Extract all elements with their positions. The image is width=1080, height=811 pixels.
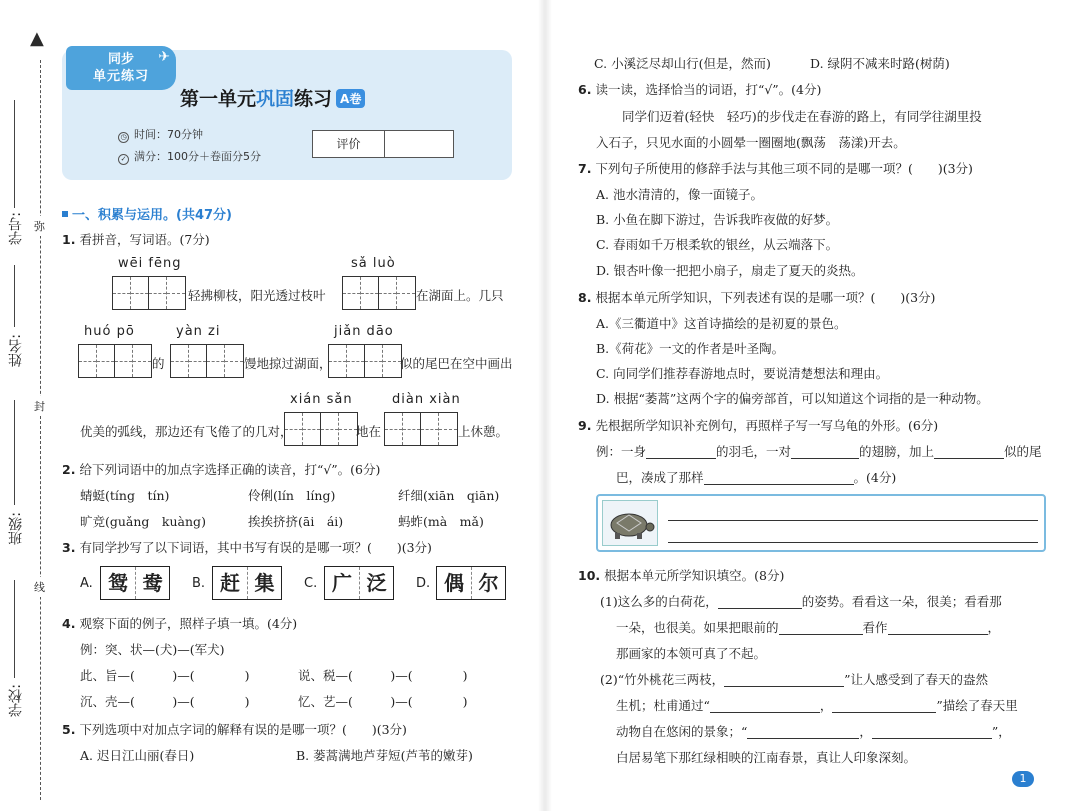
char-grid-1[interactable] — [112, 276, 186, 310]
q3-option-a-label[interactable]: A. — [80, 576, 93, 591]
q2-item[interactable]: 伶俐(lín líng) — [248, 488, 336, 503]
grade-input[interactable] — [385, 131, 453, 157]
question-10: 10. 根据本单元所学知识填空。(8分) — [578, 568, 785, 583]
pinyin-5: jiǎn dāo — [334, 324, 394, 339]
q4-row[interactable]: 忆、艺—( )—( ) — [298, 694, 468, 709]
q3-option-c[interactable]: 广 泛 — [324, 566, 394, 600]
question-9: 9. 先根据所学知识补充例句，再照样子写一写乌龟的外形。(6分) — [578, 418, 939, 433]
seal-char-2: 封 — [34, 396, 45, 416]
char-grid-6[interactable] — [284, 412, 358, 446]
q1-text-5: 似的尾巴在空中画出 — [400, 356, 513, 371]
page-number: 1 — [1012, 771, 1034, 787]
q10-line: (2)“竹外桃花三两枝， ”让人感受到了春天的盎然 — [600, 672, 989, 687]
ribbon-line-1: 同步 — [107, 52, 134, 67]
char-grid-2[interactable] — [342, 276, 416, 310]
q9-example-line-1: 例：一身 的羽毛，一对 的翅膀，加上 似的尾 — [596, 444, 1042, 459]
q3-option-b-label[interactable]: B. — [192, 576, 206, 591]
turtle-writing-box — [596, 494, 1046, 552]
question-3: 3. 有同学抄写了以下词语，其中书写有误的是哪一项？( )(3分) — [62, 540, 432, 555]
section-title: 一、积累与运用。(共47分) — [62, 204, 232, 223]
q8-option[interactable]: A.《三衢道中》这首诗描绘的是初夏的景色。 — [596, 316, 847, 331]
pinyin-7: diàn xiàn — [392, 392, 461, 407]
pinyin-2: sǎ luò — [351, 256, 396, 271]
question-8: 8. 根据本单元所学知识，下列表述有误的是哪一项？( )(3分) — [578, 290, 936, 305]
binding-margin — [0, 0, 58, 811]
seal-char-3: 线 — [34, 577, 45, 597]
question-2: 2. 给下列词语中的加点字选择正确的读音，打“√”。(6分) — [62, 462, 381, 477]
q7-option[interactable]: C. 春雨如千万根柔软的银丝，从云端落下。 — [596, 237, 839, 252]
q4-example: 例：突、状—(犬)—(军犬) — [80, 642, 225, 657]
name-line[interactable] — [14, 265, 15, 327]
version-badge: A卷 — [336, 89, 365, 108]
q7-option[interactable]: A. 池水清清的，像一面镜子。 — [596, 187, 763, 202]
turtle-icon — [603, 501, 659, 547]
q10-line: 动物自在悠闲的景象；“ ， ”， — [616, 724, 1011, 739]
q3-option-c-label[interactable]: C. — [304, 576, 318, 591]
char-grid-5[interactable] — [328, 344, 402, 378]
question-1: 1. 看拼音，写词语。(7分) — [62, 232, 210, 247]
page-title: 第一单元巩固练习 A卷 — [180, 84, 365, 111]
student-id-line[interactable] — [14, 100, 15, 208]
grade-label: 评价 — [313, 131, 385, 157]
q2-item[interactable]: 纤细(xiān qiān) — [398, 488, 500, 503]
q7-option[interactable]: B. 小鱼在脚下游过，告诉我昨夜做的好梦。 — [596, 212, 839, 227]
q10-blank[interactable] — [710, 699, 820, 713]
right-page — [572, 0, 1064, 811]
question-7: 7. 下列句子所使用的修辞手法与其他三项不同的是哪一项？( )(3分) — [578, 161, 973, 176]
q1-text-8: 上休憩。 — [458, 424, 509, 439]
q3-option-b[interactable]: 赶 集 — [212, 566, 282, 600]
q9-example-line-2: 巴，凑成了那样 。(4分) — [616, 470, 897, 485]
rocket-swoosh-icon: ✈ — [158, 49, 170, 65]
q10-blank[interactable] — [718, 595, 802, 609]
q3-option-d-label[interactable]: D. — [416, 576, 431, 591]
q8-option[interactable]: C. 向同学们推荐春游地点时，要说清楚想法和理由。 — [596, 366, 889, 381]
clock-icon: ◷ — [118, 132, 129, 143]
q9-blank[interactable] — [791, 445, 859, 459]
q10-line: 白居易笔下那红绿相映的江南春景，真让人印象深刻。 — [616, 750, 917, 765]
q3-option-d[interactable]: 偶 尔 — [436, 566, 506, 600]
q1-text-7: 地在 — [356, 424, 382, 439]
q9-blank[interactable] — [934, 445, 1004, 459]
rocket-icon: ▲ — [30, 28, 44, 49]
school-line[interactable] — [14, 580, 15, 678]
seal-dashed-line — [40, 60, 41, 800]
q9-blank[interactable] — [646, 445, 716, 459]
q5-option-a[interactable]: A. 迟日江山丽(春日) — [80, 748, 195, 763]
q10-blank[interactable] — [747, 725, 859, 739]
q6-line-1[interactable]: 同学们迈着(轻快 轻巧)的步伐走在春游的路上，有同学往湖里投 — [622, 109, 982, 124]
q1-text-2: 在湖面上。几只 — [416, 288, 504, 303]
q8-option[interactable]: D. 根据“萎蒿”这两个字的偏旁部首，可以知道这个词指的是一种动物。 — [596, 391, 989, 406]
pinyin-1: wēi fēng — [118, 256, 182, 271]
q7-option[interactable]: D. 银杏叶像一把把小扇子，扇走了夏天的炎热。 — [596, 263, 864, 278]
seal-char-1: 弥 — [34, 216, 45, 236]
pinyin-3: huó pō — [84, 324, 135, 339]
char-grid-7[interactable] — [384, 412, 458, 446]
q2-item[interactable]: 旷竞(guǎng kuàng) — [80, 514, 206, 529]
class-field: 班级: — [8, 512, 24, 545]
q10-blank[interactable] — [872, 725, 992, 739]
q3-option-a[interactable]: 鸳 鸯 — [100, 566, 170, 600]
score-info: ✓ 满分：100分＋卷面分5分 — [118, 148, 261, 165]
q2-item[interactable]: 蚂蚱(mà mǎ) — [398, 514, 484, 529]
q10-line: 那画家的本领可真了不起。 — [616, 646, 767, 661]
q1-text-4: 馒地掠过湖面， — [244, 356, 332, 371]
q2-item[interactable]: 挨挨挤挤(āi ái) — [248, 514, 344, 529]
check-circle-icon: ✓ — [118, 154, 129, 165]
pinyin-6: xián sǎn — [290, 392, 353, 407]
question-4: 4. 观察下面的例子，照样子填一填。(4分) — [62, 616, 298, 631]
q10-line: 一朵，也很美。如果把眼前的 看作 ， — [616, 620, 1001, 635]
q8-option[interactable]: B.《荷花》一文的作者是叶圣陶。 — [596, 341, 785, 356]
question-5: 5. 下列选项中对加点字词的解释有误的是哪一项？( )(3分) — [62, 722, 407, 737]
page-fold — [538, 0, 552, 811]
q10-line: (1)这么多的白荷花， 的姿势。看看这一朵，很美；看看那 — [600, 594, 1002, 609]
turtle-answer-line-2[interactable] — [668, 542, 1038, 543]
turtle-image — [602, 500, 658, 546]
q10-blank[interactable] — [832, 699, 936, 713]
name-field: 姓名: — [8, 334, 24, 367]
q9-blank[interactable] — [704, 471, 854, 485]
title-banner — [62, 50, 512, 180]
unit-ribbon — [66, 46, 176, 90]
q4-row[interactable]: 说、税—( )—( ) — [298, 668, 468, 683]
q5-option-d[interactable]: D. 绿阴不减来时路(树荫) — [810, 56, 950, 71]
q1-text-3: 的 — [152, 356, 165, 371]
grade-box — [312, 130, 454, 158]
q10-line: 生机；杜甫通过“ ， ”描绘了春天里 — [616, 698, 1018, 713]
ribbon-line-2: 单元练习 — [92, 69, 149, 84]
left-page — [58, 0, 520, 811]
q2-item[interactable]: 蜻蜓(tíng tín) — [80, 488, 170, 503]
pinyin-4: yàn zi — [176, 324, 221, 339]
q1-text-6: 优美的弧线，那边还有飞倦了的几对， — [80, 424, 293, 439]
turtle-answer-line-1[interactable] — [668, 520, 1038, 521]
q1-text-1: 轻拂柳枝，阳光透过枝叶 — [188, 288, 326, 303]
q4-row[interactable]: 此、旨—( )—( ) — [80, 668, 250, 683]
time-info: ◷ 时间：70分钟 — [118, 126, 203, 143]
class-line[interactable] — [14, 400, 15, 505]
q10-blank[interactable] — [779, 621, 863, 635]
char-grid-3[interactable] — [78, 344, 152, 378]
q6-line-2[interactable]: 入石子，只见水面的小圆晕一圈圈地(飘荡 荡漾)开去。 — [596, 135, 906, 150]
school-field: 学校: — [8, 684, 24, 717]
q4-row[interactable]: 沉、壳—( )—( ) — [80, 694, 250, 709]
question-6: 6. 读一读，选择恰当的词语，打“√”。(4分) — [578, 82, 822, 97]
char-grid-4[interactable] — [170, 344, 244, 378]
q10-blank[interactable] — [724, 673, 844, 687]
q10-blank[interactable] — [888, 621, 988, 635]
student-id-field: 学号: — [8, 212, 24, 245]
q5-option-c[interactable]: C. 小溪泛尽却山行(但是，然而) — [594, 56, 771, 71]
q5-option-b[interactable]: B. 蒌蒿满地芦芽短(芦苇的嫩芽) — [296, 748, 473, 763]
